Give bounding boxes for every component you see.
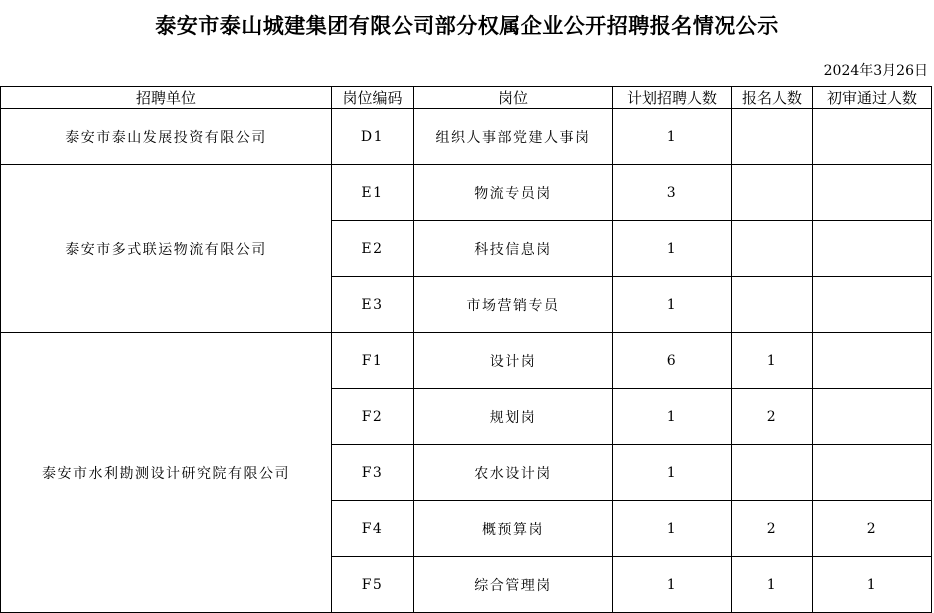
header-company: 招聘单位	[1, 87, 332, 109]
page-title: 泰安市泰山城建集团有限公司部分权属企业公开招聘报名情况公示	[155, 13, 779, 38]
table-row	[1, 333, 932, 389]
post-cell: 农水设计岗	[414, 445, 613, 501]
post-code-cell: E3	[332, 277, 414, 333]
passed-cell	[813, 277, 932, 333]
post-cell: 概预算岗	[414, 501, 613, 557]
publish-date: 2024年3月26日	[823, 63, 928, 79]
post-code-cell: F4	[332, 501, 414, 557]
passed-cell	[813, 445, 932, 501]
table-row	[1, 165, 932, 221]
planned-cell: 6	[613, 333, 732, 389]
table-header-row	[1, 87, 932, 109]
post-cell: 设计岗	[414, 333, 613, 389]
applied-cell: 2	[732, 389, 813, 445]
applied-cell	[732, 221, 813, 277]
company-cell: 泰安市泰山发展投资有限公司	[1, 109, 332, 165]
header-passed: 初审通过人数	[813, 87, 932, 109]
applied-cell	[732, 277, 813, 333]
planned-cell: 1	[613, 221, 732, 277]
planned-cell: 1	[613, 501, 732, 557]
post-code-cell: E2	[332, 221, 414, 277]
post-code-cell: F2	[332, 389, 414, 445]
applied-cell	[732, 445, 813, 501]
planned-cell: 3	[613, 165, 732, 221]
applied-cell: 1	[732, 333, 813, 389]
post-code-cell: E1	[332, 165, 414, 221]
header-applied: 报名人数	[732, 87, 813, 109]
passed-cell	[813, 221, 932, 277]
post-code-cell: F3	[332, 445, 414, 501]
post-cell: 物流专员岗	[414, 165, 613, 221]
header-post-code: 岗位编码	[332, 87, 414, 109]
applied-cell	[732, 165, 813, 221]
table-row	[1, 109, 932, 165]
planned-cell: 1	[613, 109, 732, 165]
planned-cell: 1	[613, 557, 732, 613]
recruitment-table	[0, 86, 932, 613]
applied-cell: 2	[732, 501, 813, 557]
passed-cell	[813, 389, 932, 445]
planned-cell: 1	[613, 277, 732, 333]
passed-cell	[813, 109, 932, 165]
header-planned: 计划招聘人数	[613, 87, 732, 109]
post-cell: 科技信息岗	[414, 221, 613, 277]
passed-cell	[813, 333, 932, 389]
passed-cell: 1	[813, 557, 932, 613]
post-cell: 组织人事部党建人事岗	[414, 109, 613, 165]
passed-cell	[813, 165, 932, 221]
company-cell: 泰安市多式联运物流有限公司	[1, 165, 332, 333]
post-cell: 市场营销专员	[414, 277, 613, 333]
post-cell: 综合管理岗	[414, 557, 613, 613]
header-post: 岗位	[414, 87, 613, 109]
applied-cell	[732, 109, 813, 165]
passed-cell: 2	[813, 501, 932, 557]
post-cell: 规划岗	[414, 389, 613, 445]
company-cell: 泰安市水利勘测设计研究院有限公司	[1, 333, 332, 613]
planned-cell: 1	[613, 445, 732, 501]
applied-cell: 1	[732, 557, 813, 613]
post-code-cell: F5	[332, 557, 414, 613]
post-code-cell: D1	[332, 109, 414, 165]
planned-cell: 1	[613, 389, 732, 445]
post-code-cell: F1	[332, 333, 414, 389]
